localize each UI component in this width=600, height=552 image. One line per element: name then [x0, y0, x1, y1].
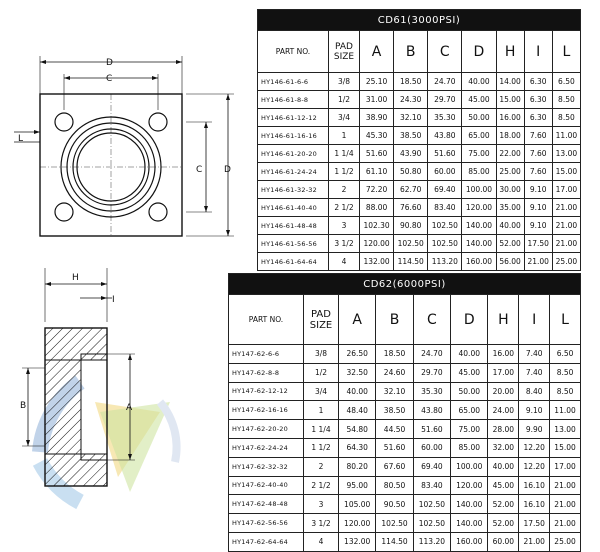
table-row	[229, 457, 581, 476]
table-cell: 32.00	[488, 438, 519, 457]
table-cell: 95.00	[339, 476, 376, 495]
table-cell: 3	[304, 495, 339, 514]
table-row	[229, 345, 581, 364]
table-row	[229, 363, 581, 382]
table-cell: 3 1/2	[304, 514, 339, 533]
table-cell: 140.00	[451, 495, 488, 514]
part-number-cell: HY147-62-8-8	[229, 363, 304, 382]
table-cell: 25.00	[496, 163, 524, 181]
table-cell: 113.20	[413, 532, 450, 551]
table-row	[258, 217, 581, 235]
col-header-c: C	[413, 295, 450, 345]
table-cell: 9.10	[524, 199, 552, 217]
table-cell: 2 1/2	[329, 199, 360, 217]
table-cell: 17.50	[519, 514, 550, 533]
table-cell: 160.00	[462, 253, 496, 271]
dim-label-a: A	[126, 403, 133, 413]
table-row	[258, 163, 581, 181]
table-cell: 45.00	[462, 91, 496, 109]
table-cell: 24.70	[428, 73, 462, 91]
part-number-cell: HY146-61-56-56	[258, 235, 329, 253]
table-cell: 21.00	[550, 514, 581, 533]
table-cell: 18.00	[496, 127, 524, 145]
table-cell: 8.50	[550, 382, 581, 401]
dim-label-l: L	[18, 134, 24, 144]
dim-label-b: B	[20, 401, 27, 411]
table-cell: 83.40	[413, 476, 450, 495]
table-cell: 3/4	[304, 382, 339, 401]
table-cell: 90.80	[394, 217, 428, 235]
part-number-cell: HY146-61-48-48	[258, 217, 329, 235]
table-cell: 69.40	[428, 181, 462, 199]
col-header-i: I	[524, 31, 552, 73]
table-cell: 9.10	[519, 401, 550, 420]
table-cell: 105.00	[339, 495, 376, 514]
col-header-d: D	[462, 31, 496, 73]
part-number-cell: HY147-62-6-6	[229, 345, 304, 364]
table-cell: 25.10	[360, 73, 394, 91]
table-cell: 40.00	[451, 345, 488, 364]
table-cell: 1 1/4	[329, 145, 360, 163]
part-number-cell: HY146-61-40-40	[258, 199, 329, 217]
dim-label-h: H	[72, 273, 79, 283]
part-number-cell: HY147-62-56-56	[229, 514, 304, 533]
part-number-cell: HY147-62-12-12	[229, 382, 304, 401]
table-cell: 132.00	[360, 253, 394, 271]
table-cell: 28.00	[488, 420, 519, 439]
table-cell: 38.50	[376, 401, 413, 420]
table-row	[229, 438, 581, 457]
table-cell: 25.00	[552, 253, 580, 271]
table-cell: 38.50	[394, 127, 428, 145]
table-cell: 56.00	[496, 253, 524, 271]
table-cell: 18.50	[376, 345, 413, 364]
table-cell: 12.20	[519, 457, 550, 476]
table-cell: 102.50	[428, 217, 462, 235]
table-cell: 120.00	[462, 199, 496, 217]
table-cell: 7.40	[519, 345, 550, 364]
table-cell: 29.70	[428, 91, 462, 109]
table-cell: 140.00	[451, 514, 488, 533]
table-cell: 60.00	[428, 163, 462, 181]
table-cell: 6.30	[524, 73, 552, 91]
table-cell: 18.50	[394, 73, 428, 91]
table-cell: 83.40	[428, 199, 462, 217]
table-cell: 1	[329, 127, 360, 145]
table-cell: 61.10	[360, 163, 394, 181]
table-cell: 8.50	[552, 109, 580, 127]
table-cell: 38.90	[360, 109, 394, 127]
table-cell: 52.00	[488, 514, 519, 533]
table-row	[229, 532, 581, 551]
table-cell: 7.60	[524, 145, 552, 163]
table-cell: 69.40	[413, 457, 450, 476]
table-cell: 2	[304, 457, 339, 476]
table-cell: 17.50	[524, 235, 552, 253]
part-number-cell: HY147-62-24-24	[229, 438, 304, 457]
table-cell: 16.10	[519, 495, 550, 514]
table-cell: 13.00	[552, 145, 580, 163]
part-number-cell: HY147-62-64-64	[229, 532, 304, 551]
col-header-h: H	[488, 295, 519, 345]
table-row	[258, 127, 581, 145]
table-cell: 15.00	[496, 91, 524, 109]
table-cell: 21.00	[552, 199, 580, 217]
table-row	[229, 420, 581, 439]
table-row	[229, 476, 581, 495]
table-cell: 102.50	[394, 235, 428, 253]
table-cell: 32.10	[394, 109, 428, 127]
table-cell: 17.00	[552, 181, 580, 199]
col-header-c: C	[428, 31, 462, 73]
table-cell: 43.80	[413, 401, 450, 420]
cd62-spec-table	[228, 273, 581, 552]
table-cell: 100.00	[451, 457, 488, 476]
table-cell: 30.00	[496, 181, 524, 199]
table-cell: 75.00	[451, 420, 488, 439]
table-row	[258, 253, 581, 271]
table-cell: 54.80	[339, 420, 376, 439]
table-cell: 40.00	[488, 457, 519, 476]
table-cell: 24.30	[394, 91, 428, 109]
table-cell: 1 1/4	[304, 420, 339, 439]
table-cell: 3/8	[329, 73, 360, 91]
table-cell: 7.60	[524, 127, 552, 145]
table-cell: 26.50	[339, 345, 376, 364]
table-cell: 60.00	[488, 532, 519, 551]
table-cell: 140.00	[462, 235, 496, 253]
table-cell: 21.00	[519, 532, 550, 551]
part-number-cell: HY146-61-12-12	[258, 109, 329, 127]
table-cell: 11.00	[552, 127, 580, 145]
table-cell: 102.50	[428, 235, 462, 253]
table-cell: 120.00	[339, 514, 376, 533]
table-cell: 21.00	[552, 217, 580, 235]
flange-section-drawing	[0, 262, 225, 547]
table-cell: 62.70	[394, 181, 428, 199]
table-cell: 6.30	[524, 109, 552, 127]
table-cell: 25.00	[550, 532, 581, 551]
table-cell: 3 1/2	[329, 235, 360, 253]
col-header-d: D	[451, 295, 488, 345]
table-cell: 12.20	[519, 438, 550, 457]
table-cell: 1	[304, 401, 339, 420]
table-cell: 1 1/2	[304, 438, 339, 457]
dim-label-d: D	[106, 58, 113, 68]
part-number-cell: HY146-61-24-24	[258, 163, 329, 181]
table-cell: 75.00	[462, 145, 496, 163]
col-header-l: L	[550, 295, 581, 345]
table-cell: 85.00	[462, 163, 496, 181]
part-number-cell: HY146-61-64-64	[258, 253, 329, 271]
table-cell: 6.30	[524, 91, 552, 109]
table-cell: 4	[304, 532, 339, 551]
col-header-pad-size: PAD SIZE	[329, 31, 360, 73]
table-row	[258, 199, 581, 217]
table-cell: 76.60	[394, 199, 428, 217]
table-cell: 72.20	[360, 181, 394, 199]
dim-label-c-side: C	[196, 165, 203, 175]
table-cell: 7.60	[524, 163, 552, 181]
table-cell: 102.50	[413, 514, 450, 533]
table-row	[229, 514, 581, 533]
table-cell: 20.00	[488, 382, 519, 401]
table-cell: 24.70	[413, 345, 450, 364]
table-cell: 11.00	[550, 401, 581, 420]
table-cell: 102.50	[376, 514, 413, 533]
table-cell: 14.00	[496, 73, 524, 91]
table-row	[258, 109, 581, 127]
table-cell: 15.00	[550, 438, 581, 457]
table-cell: 9.90	[519, 420, 550, 439]
table-cell: 35.00	[496, 199, 524, 217]
table-cell: 67.60	[376, 457, 413, 476]
table-cell: 64.30	[339, 438, 376, 457]
table-cell: 80.50	[376, 476, 413, 495]
cd61-spec-table	[257, 9, 581, 271]
table-cell: 160.00	[451, 532, 488, 551]
table-cell: 35.30	[428, 109, 462, 127]
table-cell: 21.00	[524, 253, 552, 271]
table-cell: 13.00	[550, 420, 581, 439]
table-cell: 16.00	[488, 345, 519, 364]
table-cell: 43.90	[394, 145, 428, 163]
table-row	[258, 145, 581, 163]
col-header-b: B	[394, 31, 428, 73]
table-cell: 32.10	[376, 382, 413, 401]
table-cell: 88.00	[360, 199, 394, 217]
table-cell: 24.00	[488, 401, 519, 420]
part-number-cell: HY147-62-20-20	[229, 420, 304, 439]
table-cell: 45.30	[360, 127, 394, 145]
col-header-l: L	[552, 31, 580, 73]
table-cell: 65.00	[451, 401, 488, 420]
table-cell: 3/8	[304, 345, 339, 364]
table-cell: 17.00	[488, 363, 519, 382]
table-row	[258, 181, 581, 199]
col-header-part-no: PART NO.	[229, 295, 304, 345]
flange-top-view-drawing	[0, 0, 240, 260]
col-header-i: I	[519, 295, 550, 345]
table-cell: 2 1/2	[304, 476, 339, 495]
table-title: CD62(6000PSI)	[229, 274, 581, 295]
table-cell: 40.00	[339, 382, 376, 401]
table-cell: 35.30	[413, 382, 450, 401]
col-header-b: B	[376, 295, 413, 345]
table-cell: 8.40	[519, 382, 550, 401]
table-cell: 114.50	[376, 532, 413, 551]
part-number-cell: HY147-62-32-32	[229, 457, 304, 476]
dim-label-i: I	[112, 295, 115, 305]
table-cell: 40.00	[462, 73, 496, 91]
table-cell: 32.50	[339, 363, 376, 382]
part-number-cell: HY146-61-8-8	[258, 91, 329, 109]
table-cell: 51.60	[428, 145, 462, 163]
table-cell: 16.10	[519, 476, 550, 495]
part-number-cell: HY147-62-40-40	[229, 476, 304, 495]
table-cell: 51.60	[360, 145, 394, 163]
table-cell: 4	[329, 253, 360, 271]
part-number-cell: HY147-62-48-48	[229, 495, 304, 514]
col-header-part-no: PART NO.	[258, 31, 329, 73]
col-header-a: A	[339, 295, 376, 345]
part-number-cell: HY146-61-16-16	[258, 127, 329, 145]
table-cell: 31.00	[360, 91, 394, 109]
part-number-cell: HY146-61-6-6	[258, 73, 329, 91]
table-cell: 40.00	[496, 217, 524, 235]
table-cell: 102.30	[360, 217, 394, 235]
table-cell: 102.50	[413, 495, 450, 514]
table-cell: 9.10	[524, 217, 552, 235]
table-cell: 120.00	[451, 476, 488, 495]
table-cell: 8.50	[550, 363, 581, 382]
table-cell: 1/2	[329, 91, 360, 109]
table-cell: 29.70	[413, 363, 450, 382]
part-number-cell: HY146-61-20-20	[258, 145, 329, 163]
table-cell: 22.00	[496, 145, 524, 163]
table-cell: 17.00	[550, 457, 581, 476]
table-cell: 21.00	[550, 476, 581, 495]
table-cell: 51.60	[376, 438, 413, 457]
table-cell: 44.50	[376, 420, 413, 439]
table-cell: 52.00	[488, 495, 519, 514]
table-cell: 45.00	[488, 476, 519, 495]
table-row	[258, 73, 581, 91]
table-cell: 50.00	[451, 382, 488, 401]
table-cell: 21.00	[550, 495, 581, 514]
table-cell: 43.80	[428, 127, 462, 145]
table-cell: 3/4	[329, 109, 360, 127]
col-header-h: H	[496, 31, 524, 73]
table-cell: 50.80	[394, 163, 428, 181]
table-cell: 50.00	[462, 109, 496, 127]
table-cell: 113.20	[428, 253, 462, 271]
table-cell: 60.00	[413, 438, 450, 457]
table-cell: 24.60	[376, 363, 413, 382]
table-cell: 140.00	[462, 217, 496, 235]
table-cell: 132.00	[339, 532, 376, 551]
table-cell: 52.00	[496, 235, 524, 253]
col-header-a: A	[360, 31, 394, 73]
table-cell: 120.00	[360, 235, 394, 253]
table-cell: 114.50	[394, 253, 428, 271]
table-cell: 45.00	[451, 363, 488, 382]
table-cell: 100.00	[462, 181, 496, 199]
part-number-cell: HY146-61-32-32	[258, 181, 329, 199]
table-cell: 15.00	[552, 163, 580, 181]
table-cell: 16.00	[496, 109, 524, 127]
table-cell: 8.50	[552, 91, 580, 109]
table-row	[229, 401, 581, 420]
table-cell: 1/2	[304, 363, 339, 382]
table-cell: 9.10	[524, 181, 552, 199]
table-cell: 90.50	[376, 495, 413, 514]
part-number-cell: HY147-62-16-16	[229, 401, 304, 420]
table-row	[258, 91, 581, 109]
table-cell: 48.40	[339, 401, 376, 420]
table-cell: 6.50	[552, 73, 580, 91]
col-header-pad-size: PAD SIZE	[304, 295, 339, 345]
table-row	[229, 495, 581, 514]
table-cell: 51.60	[413, 420, 450, 439]
table-cell: 1 1/2	[329, 163, 360, 181]
table-cell: 2	[329, 181, 360, 199]
table-cell: 21.00	[552, 235, 580, 253]
table-cell: 7.40	[519, 363, 550, 382]
table-cell: 65.00	[462, 127, 496, 145]
table-title: CD61(3000PSI)	[258, 10, 581, 31]
table-cell: 3	[329, 217, 360, 235]
table-cell: 85.00	[451, 438, 488, 457]
dim-label-c: C	[106, 74, 113, 84]
table-cell: 6.50	[550, 345, 581, 364]
table-row	[229, 382, 581, 401]
table-cell: 80.20	[339, 457, 376, 476]
table-row	[258, 235, 581, 253]
dim-label-d-side: D	[224, 165, 231, 175]
